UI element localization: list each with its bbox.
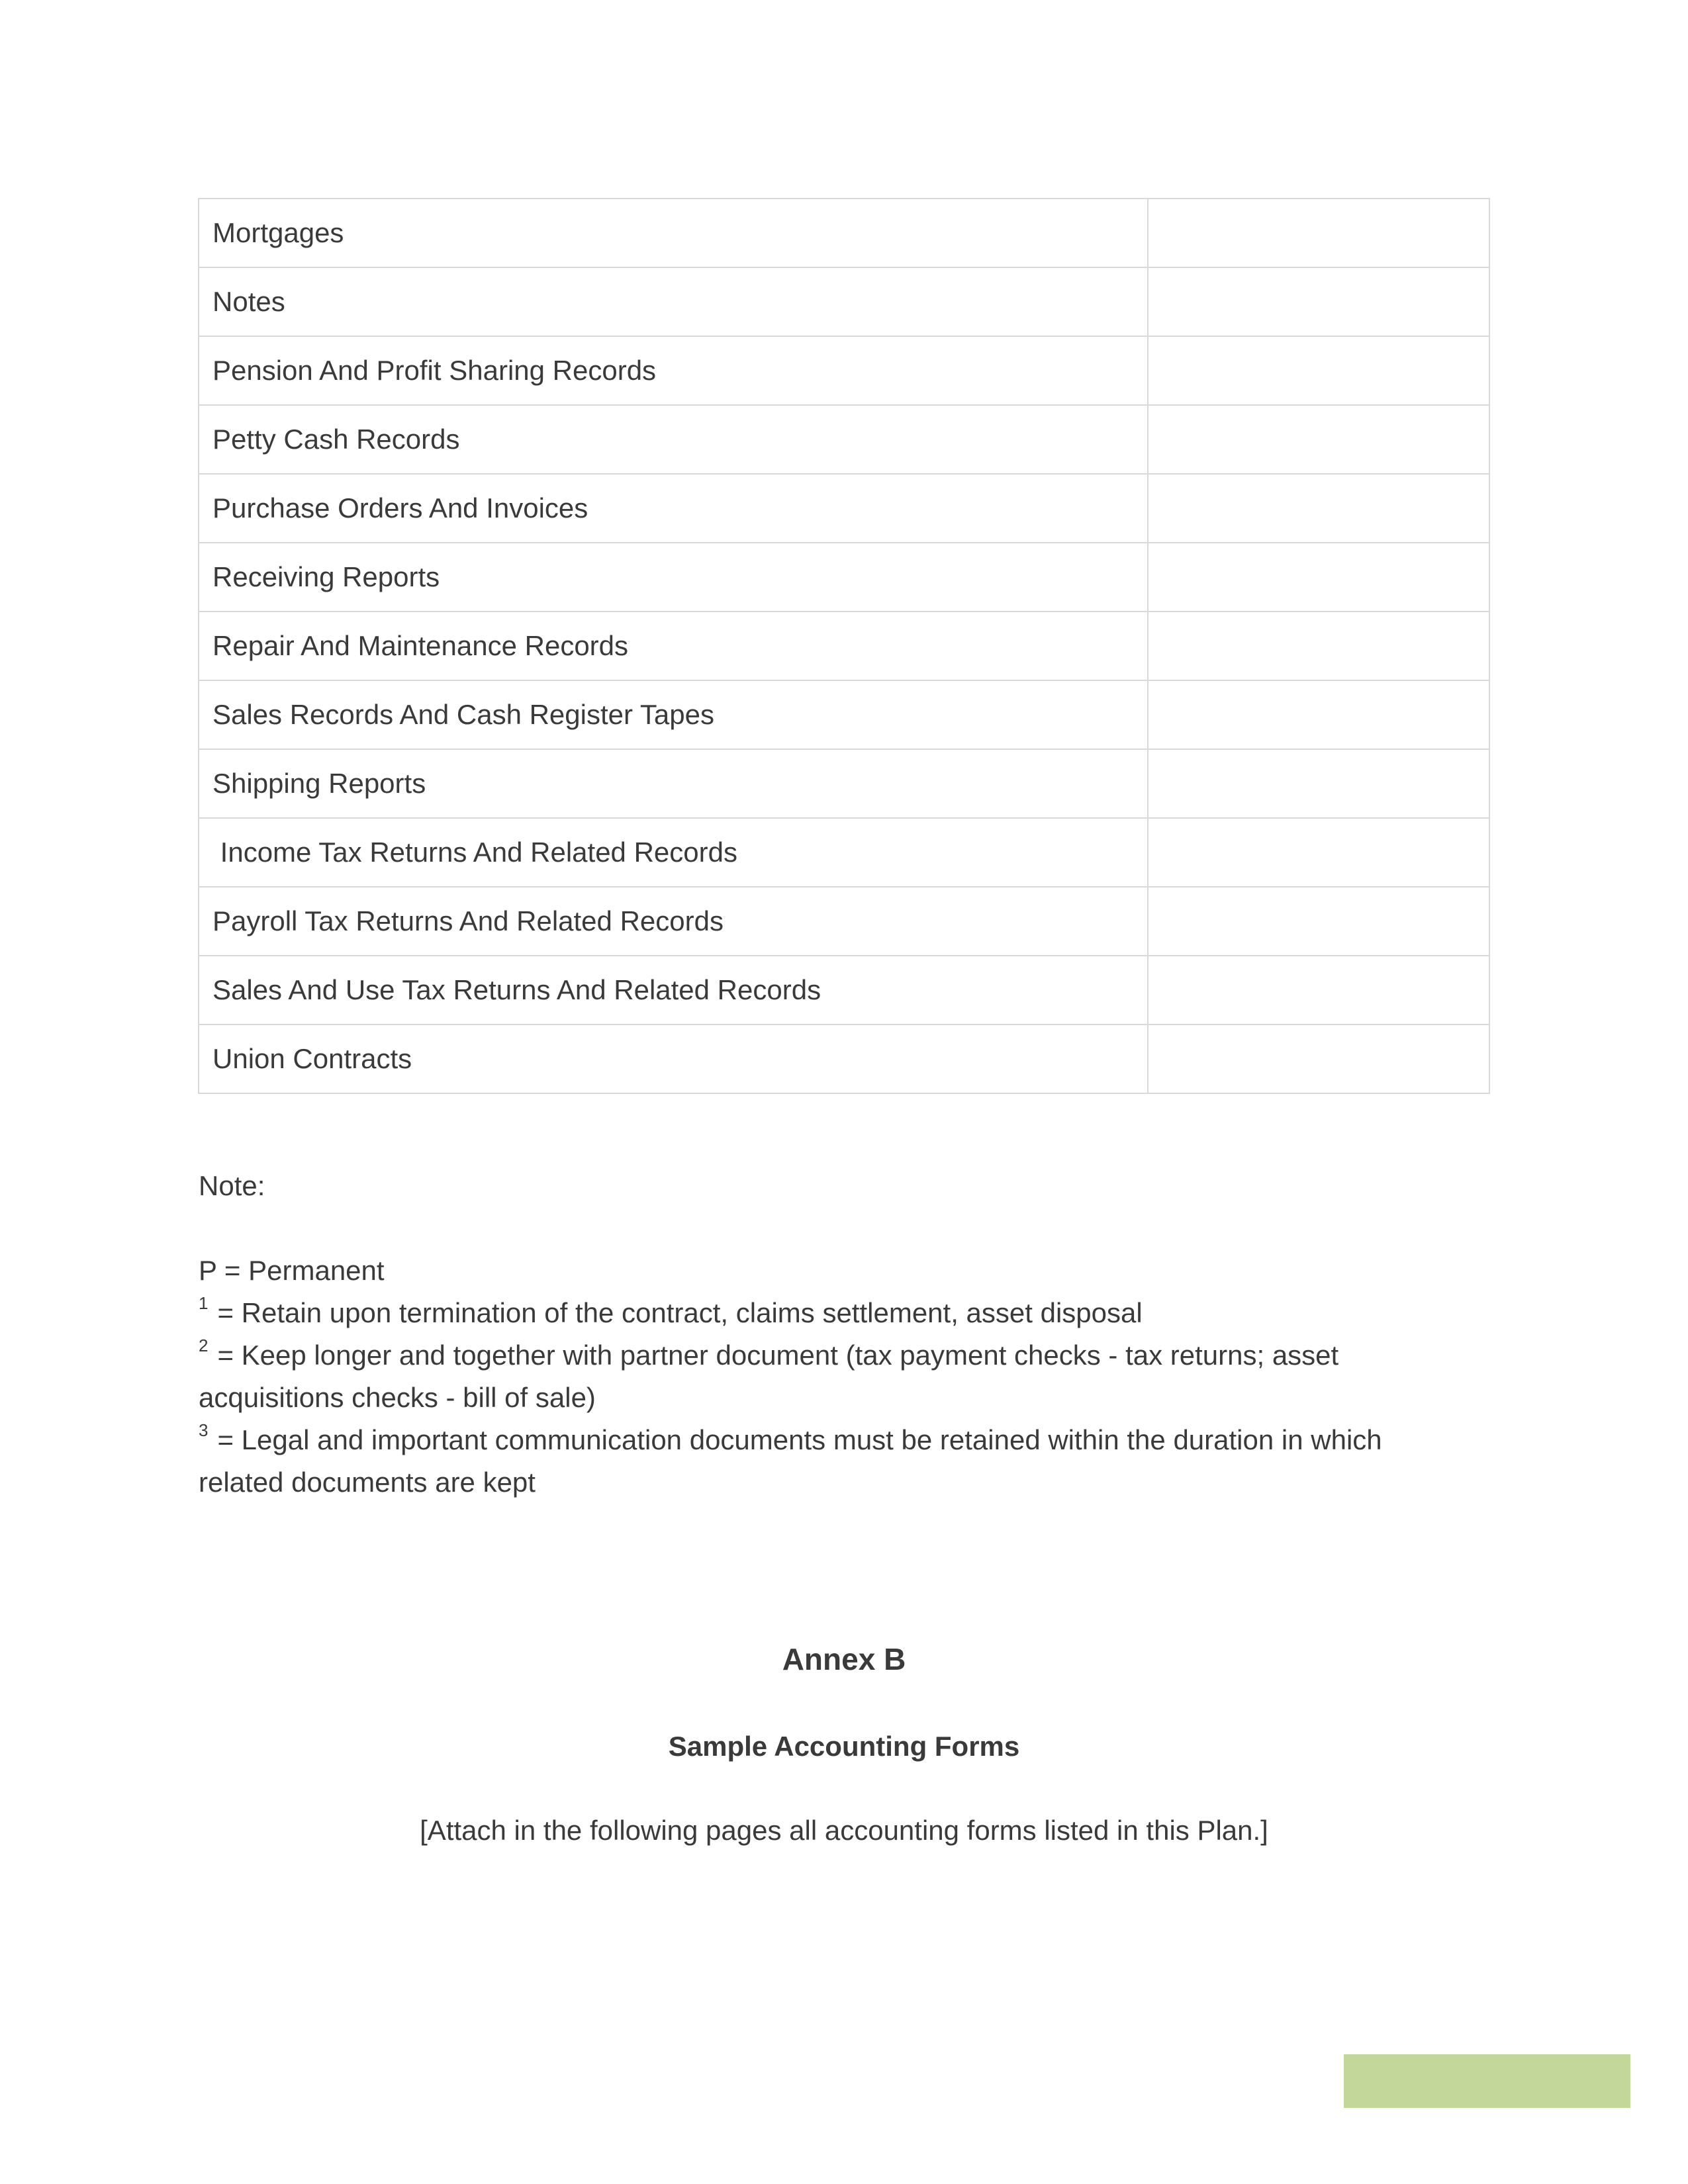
footnote-1-marker: 1 — [199, 1293, 209, 1313]
retention-period — [1148, 474, 1489, 543]
retention-period — [1148, 1024, 1489, 1093]
record-name: Petty Cash Records — [199, 405, 1148, 474]
footnote-3-text: = Legal and important communication documents must be retained within the duration in which related documents are kept — [199, 1424, 1382, 1498]
table-row — [199, 405, 1489, 474]
footer-accent-block — [1344, 2054, 1630, 2108]
record-name: Pension And Profit Sharing Records — [199, 336, 1148, 405]
note-permanent: P = Permanent — [199, 1255, 385, 1286]
annex-instruction: [Attach in the following pages all accounting forms listed in this Plan.] — [420, 1815, 1268, 1846]
record-name: Income Tax Returns And Related Records — [199, 818, 1148, 887]
table-row — [199, 680, 1489, 749]
record-name: Sales Records And Cash Register Tapes — [199, 680, 1148, 749]
record-name: Shipping Reports — [199, 749, 1148, 818]
footnote-2-text: = Keep longer and together with partner document (tax payment checks - tax returns; asset acquisitions checks - bill of sale) — [199, 1340, 1339, 1413]
retention-period — [1148, 818, 1489, 887]
table-row — [199, 267, 1489, 336]
records-retention-table — [198, 198, 1490, 1094]
notes-spacer — [199, 1207, 1456, 1250]
retention-period — [1148, 405, 1489, 474]
record-name: Mortgages — [199, 199, 1148, 267]
footnote-1-text: = Retain upon termination of the contract, claims settlement, asset disposal — [217, 1297, 1143, 1328]
record-name: Union Contracts — [199, 1024, 1148, 1093]
table-row — [199, 336, 1489, 405]
retention-period — [1148, 612, 1489, 680]
table-row — [199, 818, 1489, 887]
notes-heading: Note: — [199, 1170, 265, 1201]
record-name: Notes — [199, 267, 1148, 336]
retention-period — [1148, 887, 1489, 956]
table-row — [199, 543, 1489, 612]
retention-period — [1148, 199, 1489, 267]
footnote-1 — [199, 1292, 1456, 1334]
annex-subtitle: Sample Accounting Forms — [668, 1731, 1020, 1762]
footnote-2 — [199, 1334, 1456, 1419]
record-name: Receiving Reports — [199, 543, 1148, 612]
retention-period — [1148, 336, 1489, 405]
table-row — [199, 474, 1489, 543]
retention-period — [1148, 956, 1489, 1024]
retention-period — [1148, 543, 1489, 612]
table-row — [199, 749, 1489, 818]
retention-period — [1148, 749, 1489, 818]
record-name: Payroll Tax Returns And Related Records — [199, 887, 1148, 956]
retention-period — [1148, 680, 1489, 749]
table-row — [199, 887, 1489, 956]
table-row — [199, 956, 1489, 1024]
annex-title: Annex B — [782, 1642, 906, 1676]
table-row — [199, 612, 1489, 680]
footnote-3 — [199, 1419, 1456, 1504]
notes-section — [199, 1165, 1456, 1504]
record-name: Sales And Use Tax Returns And Related Records — [199, 956, 1148, 1024]
record-name: Repair And Maintenance Records — [199, 612, 1148, 680]
footnote-2-marker: 2 — [199, 1336, 209, 1355]
table-row — [199, 1024, 1489, 1093]
retention-period — [1148, 267, 1489, 336]
table-row — [199, 199, 1489, 267]
record-name: Purchase Orders And Invoices — [199, 474, 1148, 543]
footnote-3-marker: 3 — [199, 1420, 209, 1440]
